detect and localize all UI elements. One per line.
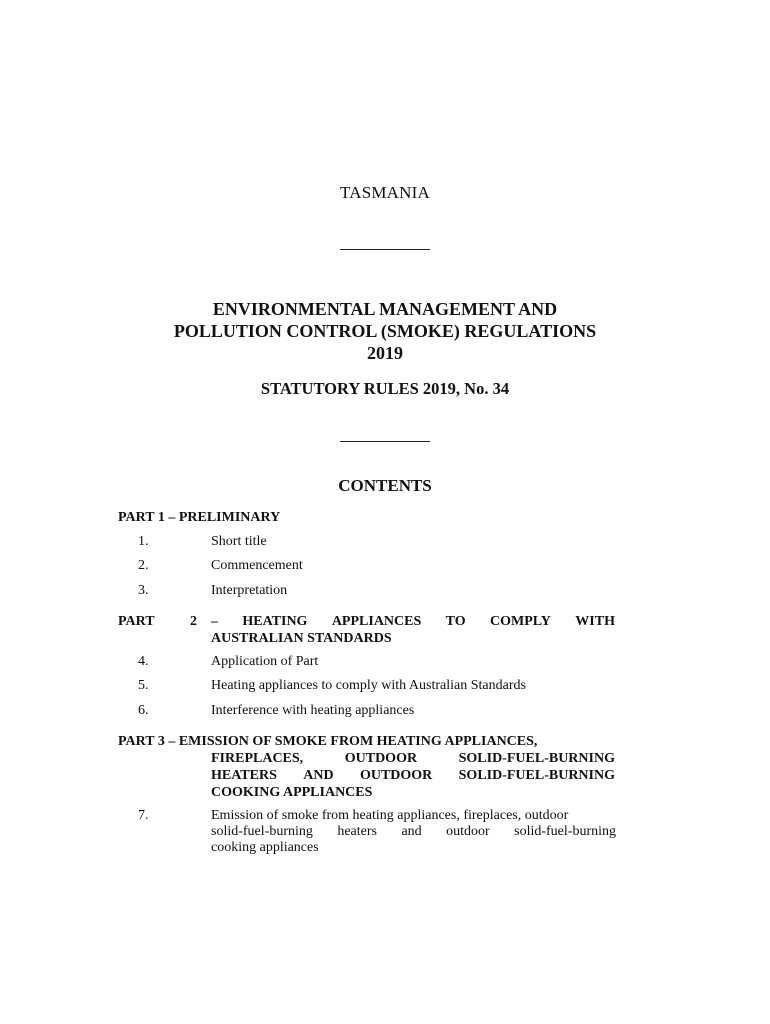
- heading-word: APPLIANCES: [331, 614, 422, 629]
- label-word: outdoor: [446, 824, 490, 839]
- item-number: 4.: [138, 654, 149, 669]
- jurisdiction-heading: TASMANIA: [340, 183, 430, 202]
- item-label: Heating appliances to comply with Australian Standards: [211, 678, 526, 693]
- regulation-title: [0, 298, 770, 364]
- part-heading-line: [118, 613, 615, 630]
- title-line: 2019: [367, 343, 403, 363]
- item-label: [211, 808, 616, 856]
- label-word: and: [401, 824, 422, 839]
- item-label: Interference with heating appliances: [211, 703, 415, 718]
- item-number: 5.: [138, 678, 149, 693]
- part-heading-line: AUSTRALIAN STANDARDS: [211, 631, 392, 646]
- item-label: Short title: [211, 534, 267, 549]
- heading-word: SOLID-FUEL-BURNING: [458, 768, 615, 783]
- contents-item-5[interactable]: [118, 678, 616, 694]
- part-heading-1[interactable]: PART 1 – PRELIMINARY: [118, 510, 281, 525]
- heading-word: HEATERS: [211, 768, 277, 783]
- contents-heading: CONTENTS: [338, 476, 432, 495]
- item-number: 3.: [138, 583, 149, 598]
- label-word: heaters: [337, 824, 377, 839]
- item-number: 1.: [138, 534, 149, 549]
- item-label: Application of Part: [211, 654, 319, 669]
- contents-item-7[interactable]: [118, 808, 616, 856]
- contents-item-1[interactable]: [118, 534, 616, 550]
- separator-rule: [340, 249, 430, 250]
- heading-word: TO: [445, 614, 466, 629]
- part-heading-3[interactable]: [118, 733, 615, 801]
- heading-word: WITH: [575, 614, 615, 629]
- item-label-line: [211, 824, 616, 840]
- part-heading-2[interactable]: [118, 613, 615, 647]
- label-word: solid-fuel-burning: [211, 824, 313, 839]
- item-label: Commencement: [211, 558, 303, 573]
- part-heading-line: [118, 750, 615, 767]
- label-word: solid-fuel-burning: [514, 824, 616, 839]
- item-number: 6.: [138, 703, 149, 718]
- separator-rule: [340, 441, 430, 442]
- contents-item-2[interactable]: [118, 558, 616, 574]
- heading-word: –: [211, 614, 218, 629]
- heading-word: 2: [190, 614, 197, 629]
- part-heading-line: [118, 767, 615, 784]
- item-label-line: cooking appliances: [211, 840, 319, 855]
- statutory-rules-number: STATUTORY RULES 2019, No. 34: [260, 379, 510, 398]
- part-heading-line: PART 3 – EMISSION OF SMOKE FROM HEATING APPLIANCES,: [118, 734, 538, 749]
- item-number: 2.: [138, 558, 149, 573]
- heading-word: OUTDOOR: [344, 751, 418, 766]
- heading-word: COMPLY: [489, 614, 551, 629]
- contents-item-4[interactable]: [118, 654, 616, 670]
- part-heading-line: COOKING APPLIANCES: [211, 785, 373, 800]
- heading-word: PART: [118, 614, 155, 629]
- contents-item-6[interactable]: [118, 703, 616, 719]
- contents-item-3[interactable]: [118, 583, 616, 599]
- title-line: ENVIRONMENTAL MANAGEMENT AND: [212, 299, 558, 319]
- item-number: 7.: [138, 808, 149, 823]
- title-line: POLLUTION CONTROL (SMOKE) REGULATIONS: [173, 321, 597, 341]
- heading-word: HEATING: [242, 614, 308, 629]
- item-label: Interpretation: [211, 583, 288, 598]
- heading-word: AND: [303, 768, 334, 783]
- item-label-line: Emission of smoke from heating appliances, fireplaces, outdoor: [211, 808, 569, 823]
- heading-word: FIREPLACES,: [211, 751, 304, 766]
- heading-word: SOLID-FUEL-BURNING: [458, 751, 615, 766]
- heading-word: OUTDOOR: [359, 768, 433, 783]
